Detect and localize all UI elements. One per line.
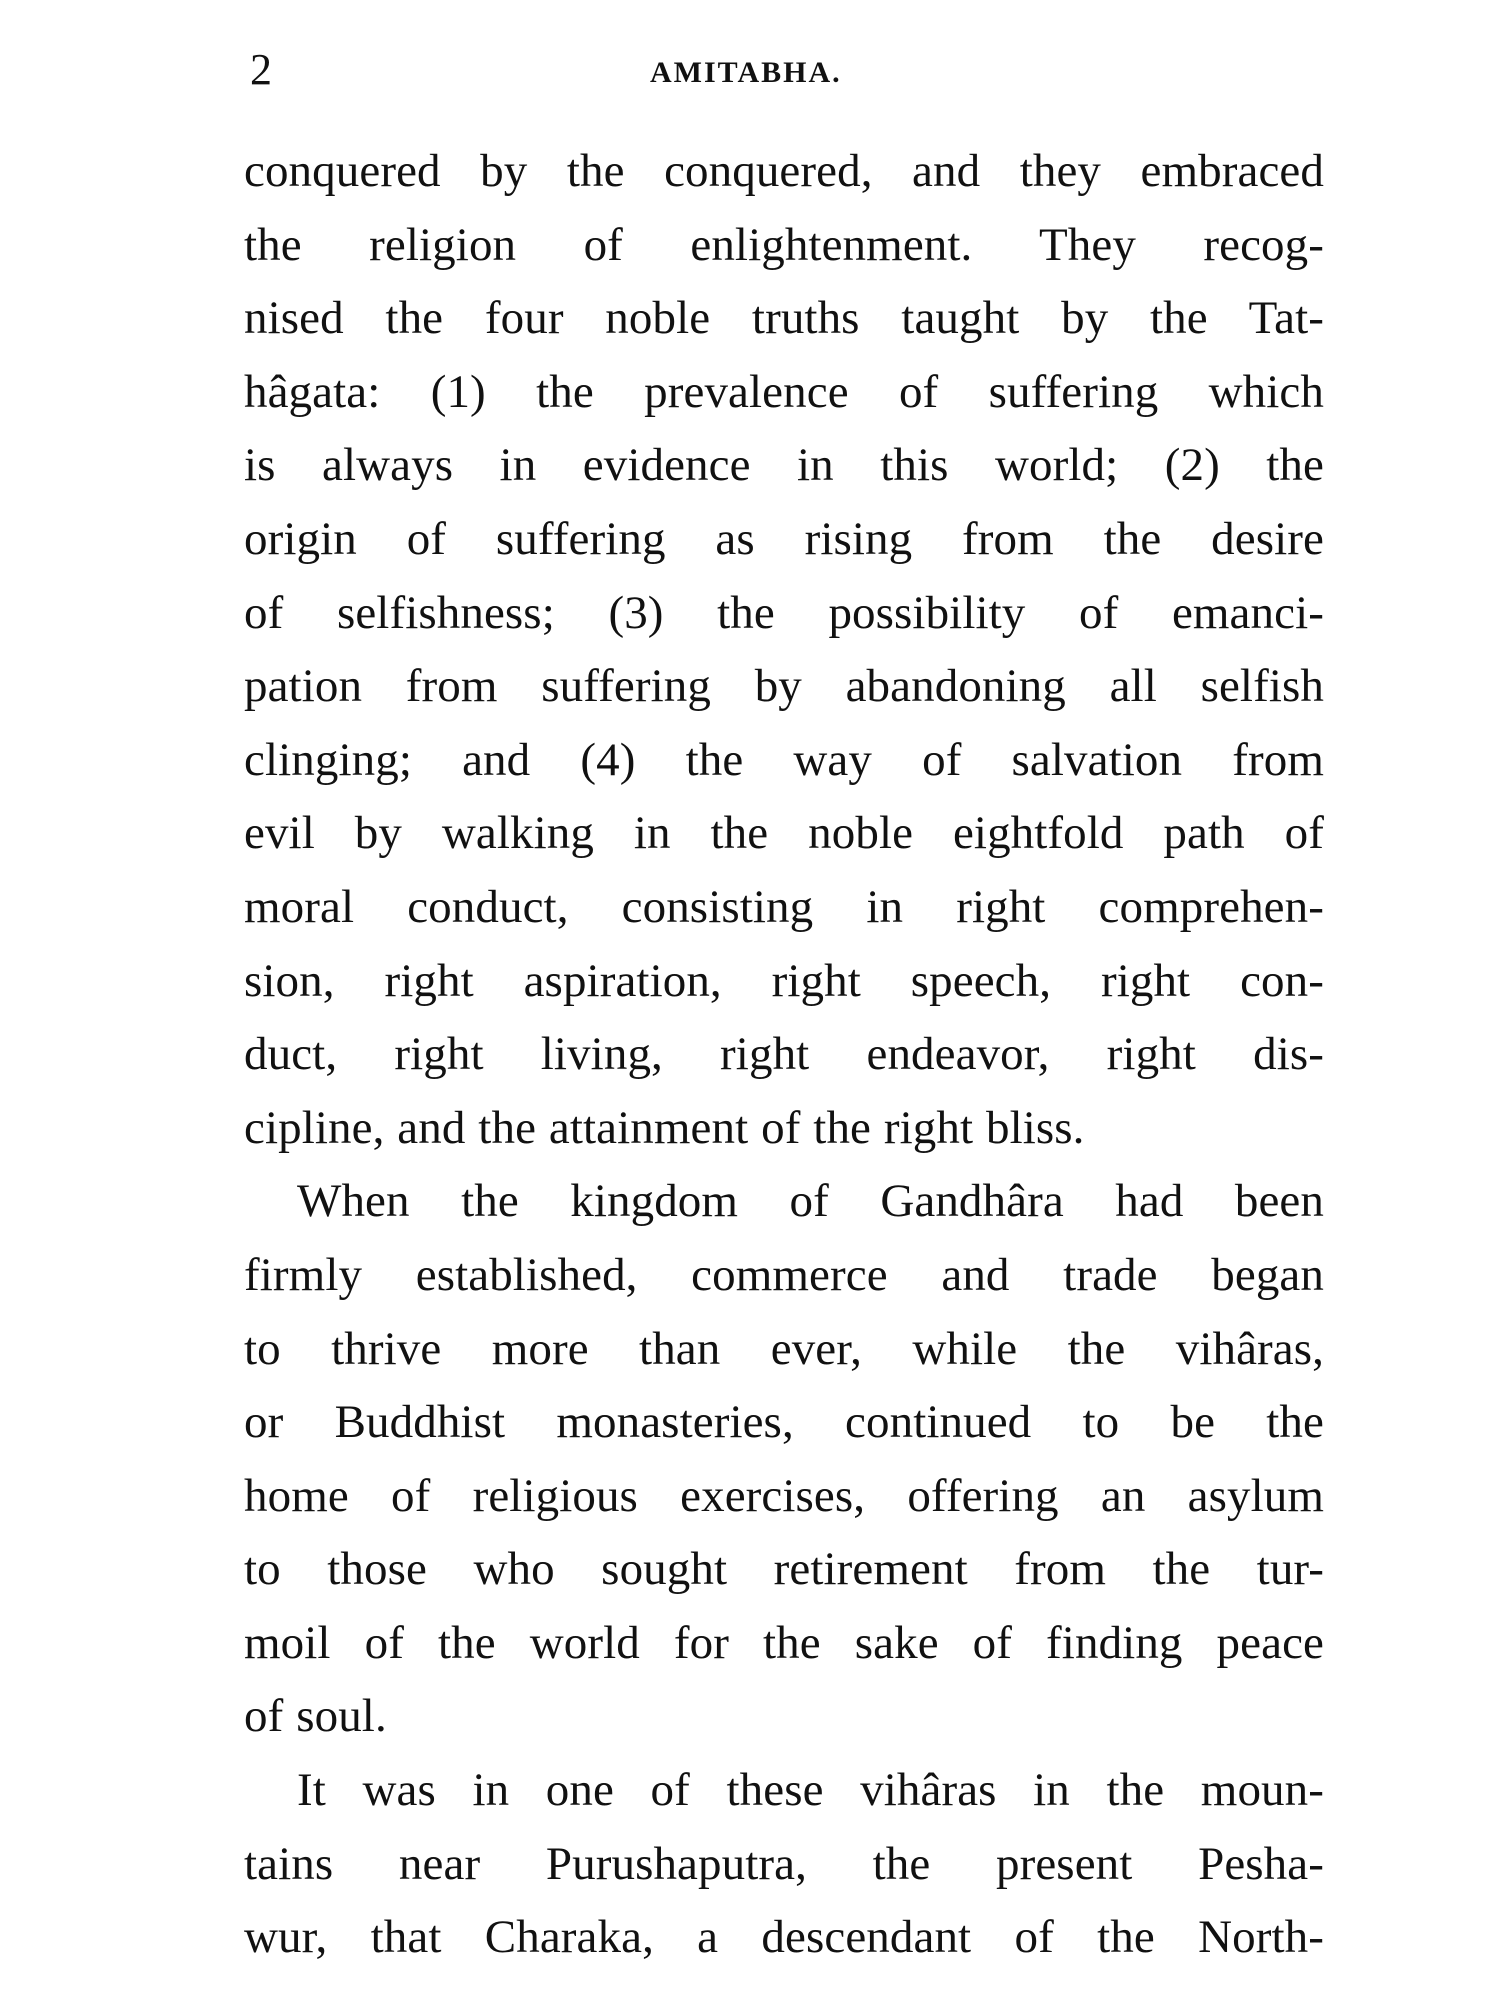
text-line: moral conduct, consisting in right comprehen-: [244, 880, 1324, 933]
text-line: tains near Purushaputra, the present Pesha-: [244, 1837, 1324, 1890]
running-title: AMITABHA.: [650, 56, 842, 89]
paragraph-1: [244, 135, 1324, 1165]
paragraph-3: [244, 1754, 1324, 1975]
text-line: or Buddhist monasteries, continued to be the: [244, 1396, 1324, 1449]
text-line: the religion of enlightenment. They recog-: [244, 218, 1324, 271]
body-text: [244, 135, 1324, 1975]
text-line: evil by walking in the noble eightfold path of: [244, 807, 1324, 860]
text-line: origin of suffering as rising from the desire: [244, 512, 1324, 565]
text-line: When the kingdom of Gandhâra had been: [297, 1175, 1324, 1228]
text-line: is always in evidence in this world; (2) the: [244, 439, 1324, 492]
text-line: wur, that Charaka, a descendant of the North-: [244, 1911, 1324, 1964]
text-line: nised the four noble truths taught by the Tat-: [244, 292, 1324, 345]
text-line: to thrive more than ever, while the vihâras,: [244, 1322, 1324, 1375]
page-header: [250, 40, 1310, 110]
text-line: moil of the world for the sake of finding peace: [244, 1616, 1324, 1669]
text-line: firmly established, commerce and trade began: [244, 1248, 1324, 1301]
text-line: of soul.: [244, 1690, 387, 1743]
page-number: 2: [250, 45, 273, 94]
text-line: clinging; and (4) the way of salvation from: [244, 733, 1324, 786]
text-line: conquered by the conquered, and they embraced: [244, 145, 1324, 197]
text-line: to those who sought retirement from the tur-: [244, 1543, 1324, 1596]
text-line: of selfishness; (3) the possibility of emanci-: [244, 586, 1324, 639]
text-line: sion, right aspiration, right speech, right con-: [244, 954, 1324, 1007]
text-line: cipline, and the attainment of the right bliss.: [244, 1101, 1085, 1154]
paragraph-2: [244, 1165, 1324, 1754]
text-line: duct, right living, right endeavor, right dis-: [244, 1028, 1324, 1081]
text-line: home of religious exercises, offering an asylum: [244, 1469, 1324, 1522]
text-line: pation from suffering by abandoning all selfish: [244, 660, 1324, 713]
text-line: It was in one of these vihâras in the moun-: [297, 1764, 1324, 1817]
text-line: hâgata: (1) the prevalence of suffering which: [244, 365, 1324, 418]
